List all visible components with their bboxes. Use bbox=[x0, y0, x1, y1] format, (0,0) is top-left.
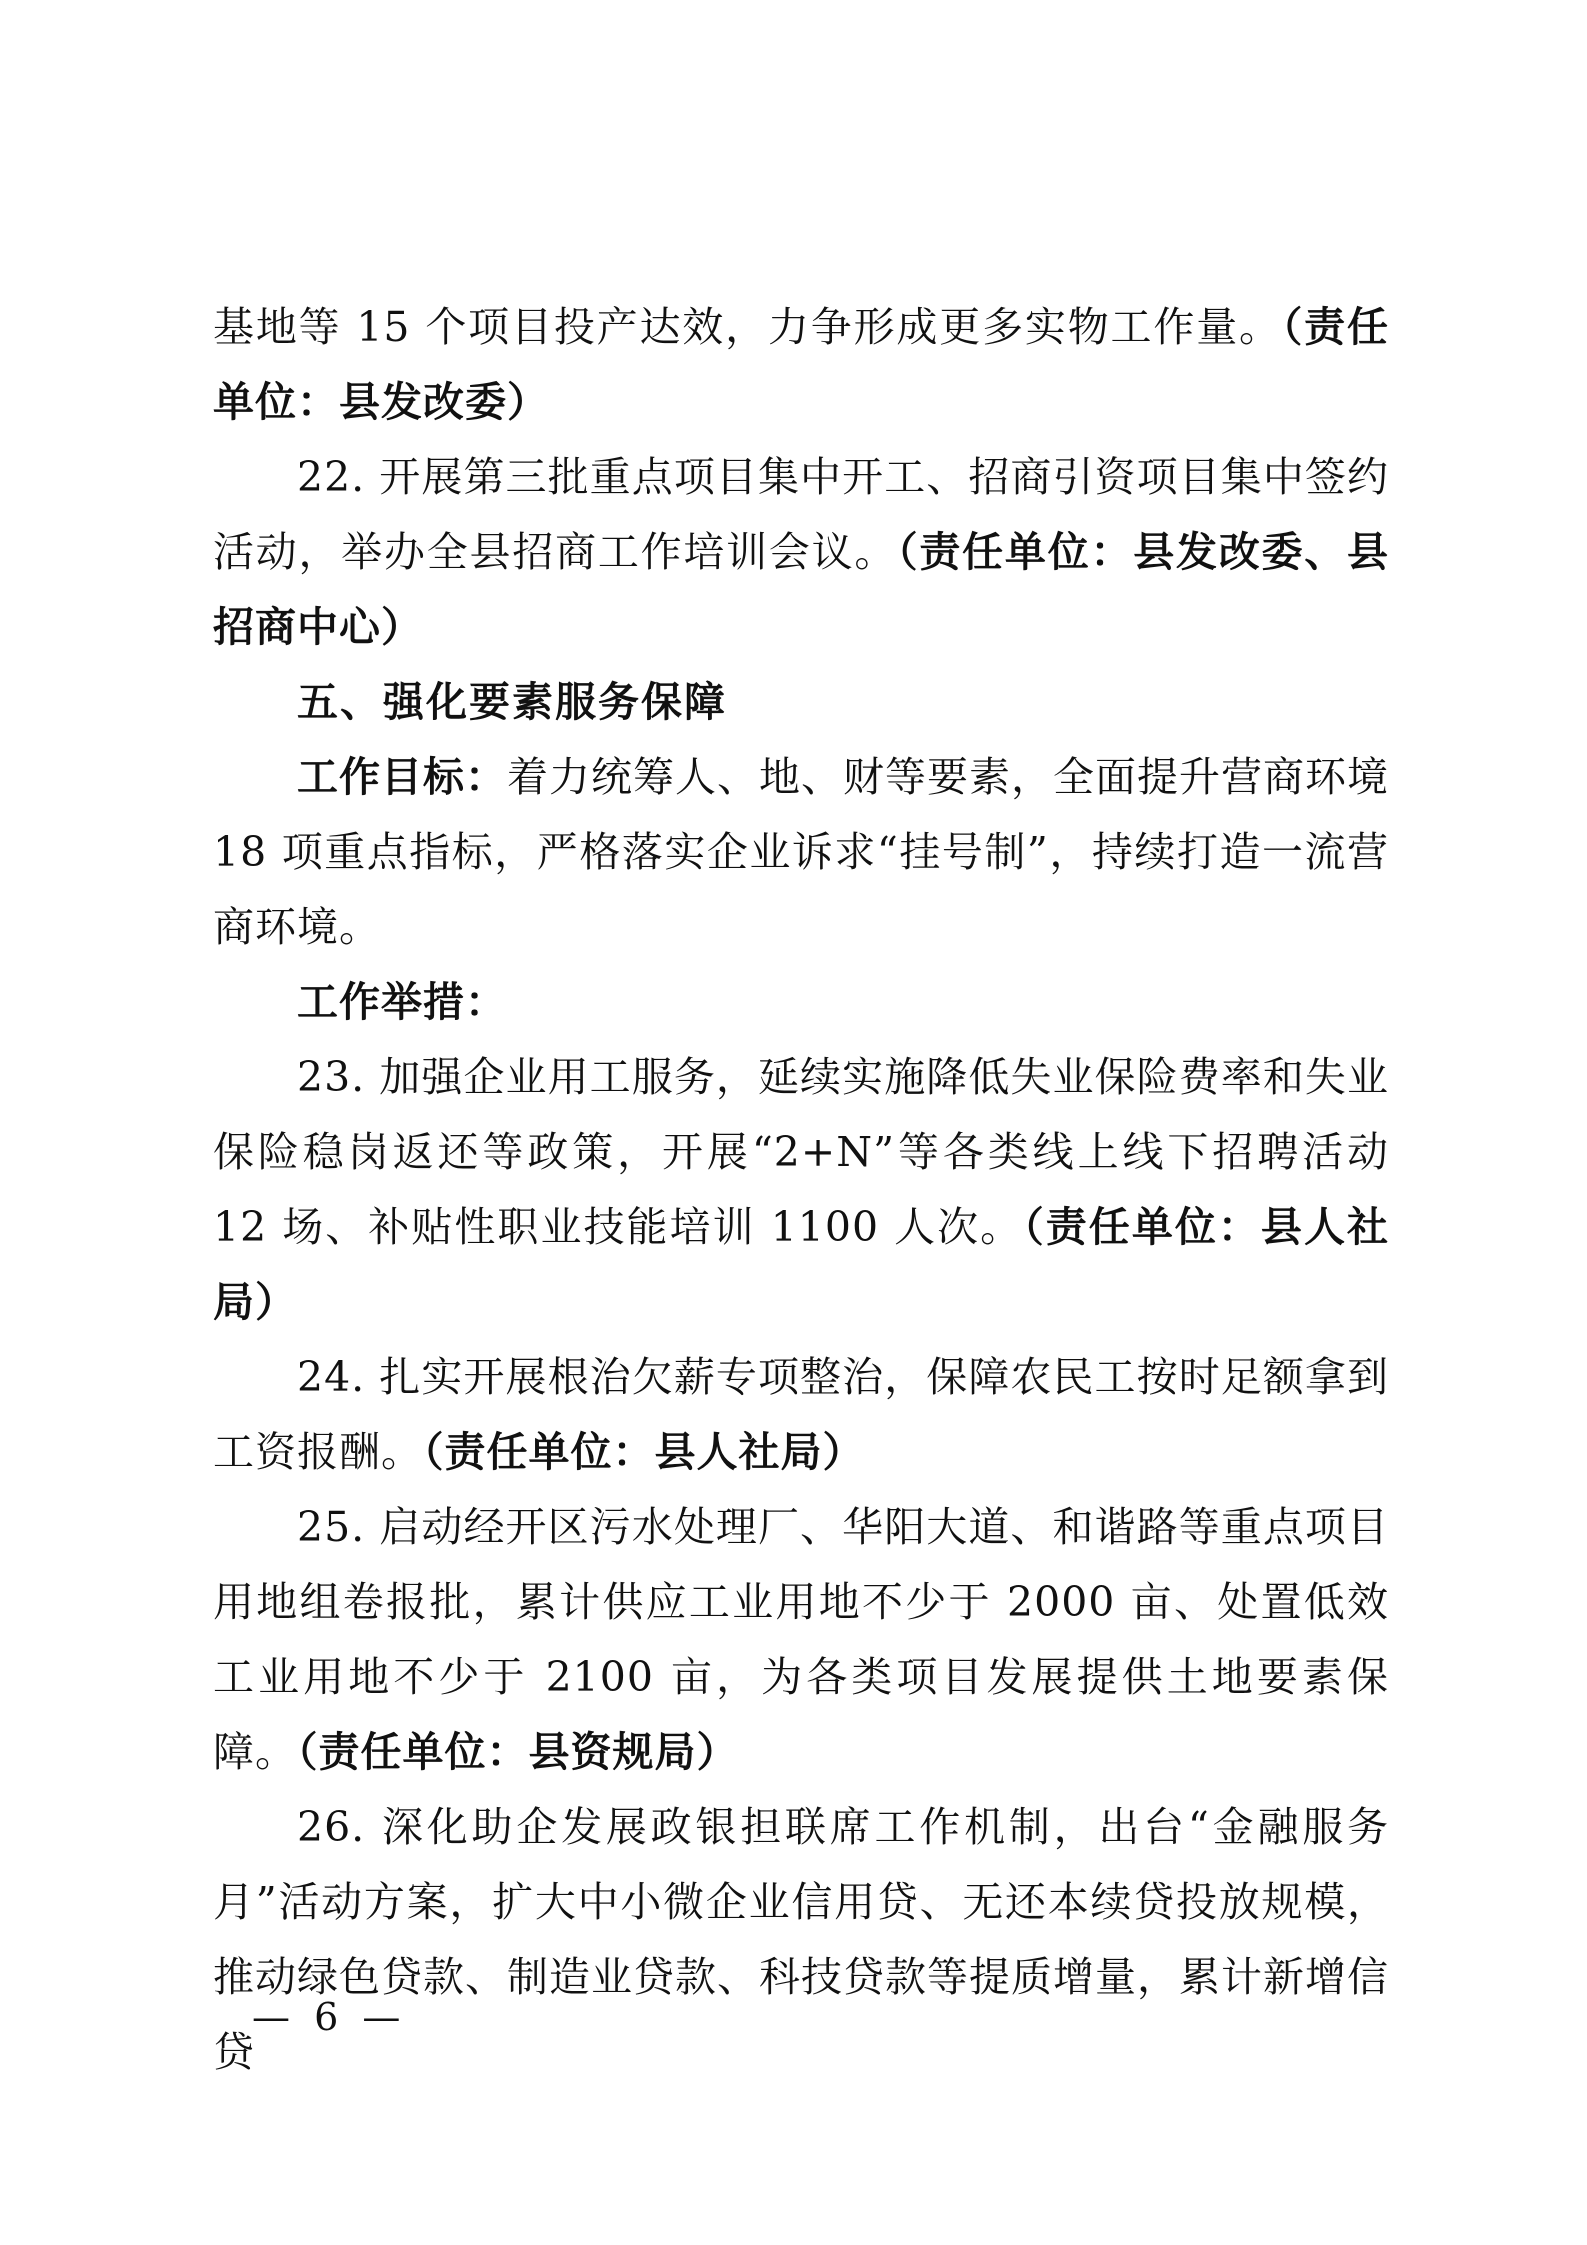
item-26 bbox=[213, 1790, 1389, 2090]
paragraph-text: 23. 加强企业用工服务，延续实施降低失业保险费率和失业保险稳岗返还等政策，开展“2+N”等各类线上线下招聘活动 12 场、补贴性职业技能培训 1100 人次。 bbox=[213, 1053, 1389, 1251]
responsibility-unit: （责任单位：县人社局） bbox=[213, 1203, 1390, 1326]
responsibility-unit: （责任单位：县发改委、县招商中心） bbox=[213, 528, 1390, 651]
paragraph-text: 26. 深化助企发展政银担联席工作机制，出台“金融服务月”活动方案，扩大中小微企业信用贷、无还本续贷投放规模，推动绿色贷款、制造业贷款、科技贷款等提质增量，累计新增信贷 bbox=[213, 1803, 1389, 2076]
item-22 bbox=[213, 440, 1389, 665]
paragraph-continuation bbox=[213, 290, 1389, 440]
work-goal bbox=[213, 740, 1389, 965]
paragraph-text: 22. 开展第三批重点项目集中开工、招商引资项目集中签约活动，举办全县招商工作培训会议。 bbox=[213, 453, 1389, 576]
document-body bbox=[213, 290, 1389, 2090]
section-heading: 五、强化要素服务保障 bbox=[297, 678, 727, 726]
measures-label: 工作举措： bbox=[297, 978, 507, 1026]
paragraph-text: 24. 扎实开展根治欠薪专项整治，保障农民工按时足额拿到工资报酬。 bbox=[213, 1353, 1389, 1476]
responsibility-unit: （责任单位：县人社局） bbox=[423, 1428, 865, 1476]
item-24 bbox=[213, 1340, 1389, 1490]
paragraph-text: 25. 启动经开区污水处理厂、华阳大道、和谐路等重点项目用地组卷报批，累计供应工业用地不少于 2000 亩、处置低效工业用地不少于 2100 亩，为各类项目发展提供土地要素保障。 bbox=[213, 1503, 1389, 1776]
goal-text: 着力统筹人、地、财等要素，全面提升营商环境 18 项重点指标，严格落实企业诉求“挂号制”，持续打造一流营商环境。 bbox=[213, 753, 1389, 951]
item-25 bbox=[213, 1490, 1389, 1790]
responsibility-unit: （责任单位：县发改委） bbox=[213, 303, 1390, 426]
paragraph-text: 基地等 15 个项目投产达效，力争形成更多实物工作量。 bbox=[213, 303, 1282, 351]
page-number: — 6 — bbox=[252, 1995, 407, 2039]
goal-label: 工作目标： bbox=[297, 753, 507, 801]
responsibility-unit: （责任单位：县资规局） bbox=[297, 1728, 739, 1776]
item-23 bbox=[213, 1040, 1389, 1340]
